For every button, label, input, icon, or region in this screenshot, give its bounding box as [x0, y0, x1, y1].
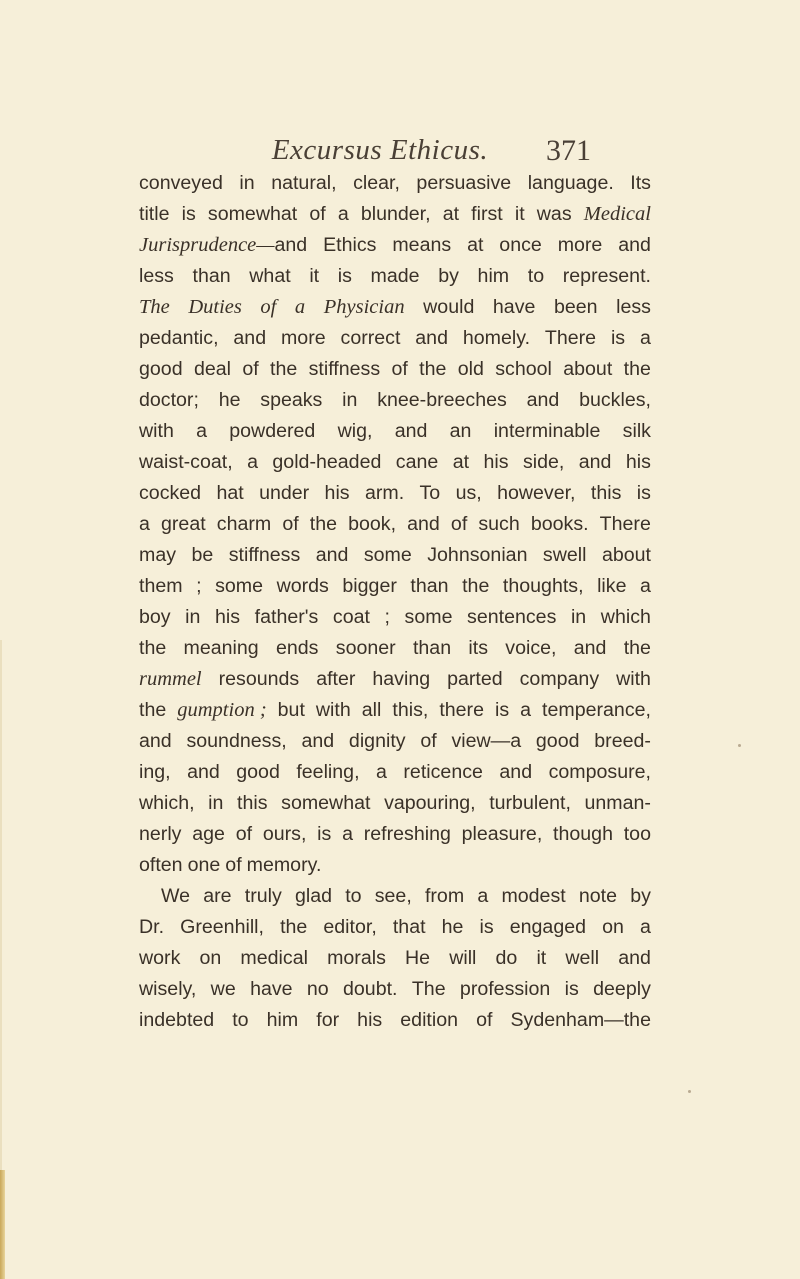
- word: truly: [244, 885, 282, 907]
- word: stiffness: [308, 358, 381, 380]
- word: but: [277, 699, 305, 721]
- word: ;: [196, 575, 202, 597]
- word: refreshing: [363, 823, 451, 845]
- word: a: [639, 327, 651, 349]
- word: than: [412, 637, 452, 659]
- word: have: [492, 296, 536, 318]
- word: more: [280, 327, 326, 349]
- word: morals: [327, 947, 386, 969]
- word: boy: [139, 606, 171, 628]
- word: ends: [275, 637, 319, 659]
- word: the: [623, 358, 651, 380]
- word: to: [345, 885, 362, 907]
- word: a: [639, 916, 651, 938]
- word: is: [479, 916, 494, 938]
- text-line: [139, 571, 651, 602]
- word: voice,: [505, 637, 557, 659]
- word: is: [494, 699, 510, 721]
- word: silk: [622, 420, 651, 442]
- word: homely.: [462, 327, 531, 349]
- word: great: [161, 513, 206, 535]
- word: a: [337, 203, 349, 225]
- word: Sydenham—the: [510, 1009, 651, 1031]
- word: his: [625, 451, 651, 473]
- text-line: [139, 819, 651, 850]
- word: work: [139, 947, 181, 969]
- word: on: [199, 947, 222, 969]
- text-line: [139, 943, 651, 974]
- word: edition: [400, 1009, 459, 1031]
- word: Dr.: [139, 916, 165, 938]
- word: He: [405, 947, 431, 969]
- word: and: [394, 420, 428, 442]
- word: his: [483, 451, 509, 473]
- text-line: [139, 726, 651, 757]
- word: good: [236, 761, 280, 783]
- word: unman-: [584, 792, 651, 814]
- word: Jurisprudence—and: [139, 234, 308, 256]
- word: it: [514, 203, 525, 225]
- word: side,: [522, 451, 565, 473]
- text-line: [139, 540, 651, 571]
- word: Its: [630, 172, 651, 194]
- word: have: [250, 978, 293, 1000]
- text-line: [139, 199, 651, 230]
- text-line: [139, 385, 651, 416]
- text-line: [139, 664, 651, 695]
- text-line: [139, 974, 651, 1005]
- word: memory.: [246, 854, 322, 876]
- word: a: [477, 885, 489, 907]
- word: good: [139, 358, 183, 380]
- word: ing,: [139, 761, 171, 783]
- word: the: [139, 637, 167, 659]
- word: interminable: [493, 420, 601, 442]
- word: a: [640, 575, 651, 597]
- word: of: [309, 203, 326, 225]
- word: and: [578, 451, 612, 473]
- word: composure,: [548, 761, 651, 783]
- word: which,: [139, 792, 195, 814]
- word: and: [301, 730, 335, 752]
- text-line: [139, 416, 651, 447]
- word: temperance,: [542, 699, 651, 721]
- word: at: [467, 234, 484, 256]
- word: the: [280, 916, 308, 938]
- word: words: [276, 575, 329, 597]
- text-line: [139, 850, 651, 881]
- word: will: [449, 947, 477, 969]
- word: this: [237, 792, 268, 814]
- word: blunder,: [360, 203, 431, 225]
- paper-speck: [738, 744, 741, 747]
- word: old: [457, 358, 484, 380]
- word: soundness,: [186, 730, 287, 752]
- word: some: [215, 575, 264, 597]
- word: a: [294, 296, 306, 318]
- word: means: [392, 234, 452, 256]
- word: in: [208, 792, 224, 814]
- word: an: [449, 420, 472, 442]
- word: and: [618, 947, 651, 969]
- word: the: [623, 637, 651, 659]
- word: language.: [527, 172, 614, 194]
- text-line: [139, 230, 651, 261]
- word: is: [564, 978, 579, 1000]
- word: a: [342, 823, 353, 845]
- word: and: [315, 544, 349, 566]
- word: than: [192, 265, 231, 287]
- word: be: [191, 544, 214, 566]
- word: him: [266, 1009, 299, 1031]
- text-line: [139, 633, 651, 664]
- word: by: [438, 265, 459, 287]
- word: feeling,: [296, 761, 360, 783]
- text-line: [139, 261, 651, 292]
- word: and: [526, 389, 560, 411]
- word: which: [600, 606, 651, 628]
- text-line: [139, 292, 651, 323]
- word: the: [309, 513, 337, 535]
- word: been: [553, 296, 598, 318]
- word: reticence: [403, 761, 483, 783]
- word: The: [411, 978, 446, 1000]
- word: ours,: [262, 823, 307, 845]
- word: with: [616, 668, 651, 690]
- body-text: [139, 168, 651, 1036]
- word: once: [499, 234, 542, 256]
- word: such: [478, 513, 520, 535]
- word: and: [407, 513, 440, 535]
- word: represent.: [562, 265, 651, 287]
- word: modest: [501, 885, 566, 907]
- word: and: [233, 327, 267, 349]
- word: having: [372, 668, 431, 690]
- word: of: [420, 730, 437, 752]
- word: There: [544, 327, 597, 349]
- word: this,: [392, 699, 429, 721]
- word: title: [139, 203, 170, 225]
- word: of: [450, 513, 468, 535]
- word: arm.: [364, 482, 405, 504]
- word: a: [376, 761, 387, 783]
- word: turbulent,: [489, 792, 571, 814]
- word: a: [139, 513, 150, 535]
- text-line: [139, 478, 651, 509]
- word: wisely,: [139, 978, 197, 1000]
- word: in: [239, 172, 255, 194]
- word: is: [337, 265, 352, 287]
- word: dignity: [348, 730, 406, 752]
- word: do: [495, 947, 518, 969]
- word: like: [597, 575, 627, 597]
- word: conveyed: [139, 172, 223, 194]
- word: Medical: [583, 203, 651, 225]
- word: company: [519, 668, 600, 690]
- word: is: [610, 327, 626, 349]
- text-line: [139, 323, 651, 354]
- text-line: [139, 447, 651, 478]
- text-line: [139, 354, 651, 385]
- word: all: [361, 699, 382, 721]
- running-title: Excursus Ethicus.: [271, 134, 489, 166]
- word: less: [616, 296, 651, 318]
- word: about: [601, 544, 651, 566]
- word: too: [623, 823, 651, 845]
- word: breed-: [594, 730, 651, 752]
- page-number: 371: [546, 134, 591, 167]
- word: wig,: [337, 420, 373, 442]
- word: there: [439, 699, 484, 721]
- word: though: [553, 823, 613, 845]
- word: more: [557, 234, 603, 256]
- word: cocked: [139, 482, 202, 504]
- word: We: [161, 885, 191, 907]
- word: that: [392, 916, 426, 938]
- word: in: [342, 389, 358, 411]
- word: his: [215, 606, 241, 628]
- word: pleasure,: [461, 823, 543, 845]
- word: age: [192, 823, 225, 845]
- page-edge-shadow: [0, 640, 2, 1180]
- word: To: [419, 482, 441, 504]
- word: us,: [455, 482, 482, 504]
- word: the: [462, 575, 490, 597]
- word: first: [471, 203, 503, 225]
- word: under: [259, 482, 310, 504]
- word: and: [573, 637, 607, 659]
- word: it: [536, 947, 547, 969]
- word: are: [203, 885, 232, 907]
- word: of: [476, 1009, 493, 1031]
- word: natural,: [271, 172, 337, 194]
- word: see,: [374, 885, 412, 907]
- word: sooner: [335, 637, 396, 659]
- word: buckles,: [579, 389, 651, 411]
- word: is: [181, 203, 196, 225]
- text-line: [139, 757, 651, 788]
- word: of: [260, 296, 277, 318]
- word: rummel: [139, 668, 202, 690]
- word: made: [370, 265, 420, 287]
- word: stiffness: [228, 544, 301, 566]
- word: some: [363, 544, 412, 566]
- word: and: [187, 761, 220, 783]
- word: medical: [240, 947, 308, 969]
- word: swell: [542, 544, 587, 566]
- word: Johnsonian: [427, 544, 528, 566]
- word: school: [495, 358, 552, 380]
- word: charm: [216, 513, 272, 535]
- text-line: [139, 881, 651, 912]
- word: often: [139, 854, 183, 876]
- word: with: [315, 699, 351, 721]
- word: pedantic,: [139, 327, 219, 349]
- word: books.: [530, 513, 589, 535]
- word: powdered: [229, 420, 316, 442]
- word: of: [391, 358, 408, 380]
- word: correct: [340, 327, 401, 349]
- word: and: [139, 730, 172, 752]
- word: them: [139, 575, 183, 597]
- word: is: [636, 482, 651, 504]
- word: persuasive: [416, 172, 512, 194]
- word: at: [452, 451, 470, 473]
- word: with: [139, 420, 174, 442]
- word: deeply: [593, 978, 651, 1000]
- word: would: [423, 296, 475, 318]
- word: his: [357, 1009, 383, 1031]
- word: profession: [459, 978, 551, 1000]
- word: doubt.: [343, 978, 398, 1000]
- text-line: [139, 912, 651, 943]
- word: from: [424, 885, 465, 907]
- word: than: [410, 575, 449, 597]
- word: at: [442, 203, 460, 225]
- word: the: [419, 358, 447, 380]
- word: the: [270, 358, 298, 380]
- word: resounds: [218, 668, 300, 690]
- page-edge-binding: [0, 1170, 5, 1279]
- word: this: [590, 482, 622, 504]
- text-line: [139, 168, 651, 199]
- word: parted: [447, 668, 503, 690]
- word: deal: [193, 358, 231, 380]
- word: his: [324, 482, 350, 504]
- word: editor,: [323, 916, 377, 938]
- word: no: [306, 978, 329, 1000]
- word: and: [618, 234, 651, 256]
- word: indebted: [139, 1009, 215, 1031]
- word: of: [235, 823, 253, 845]
- word: thoughts,: [502, 575, 584, 597]
- word: There: [599, 513, 651, 535]
- word: it: [309, 265, 320, 287]
- word: The: [139, 296, 170, 318]
- word: gold-headed: [272, 451, 382, 473]
- word: him: [477, 265, 510, 287]
- word: engaged: [509, 916, 587, 938]
- word: knee-breeches: [377, 389, 507, 411]
- word: father's: [254, 606, 319, 628]
- word: coat: [332, 606, 370, 628]
- word: in: [185, 606, 201, 628]
- word: speaks: [260, 389, 323, 411]
- word: to: [232, 1009, 249, 1031]
- word: nerly: [139, 823, 182, 845]
- word: note: [578, 885, 618, 907]
- word: he: [218, 389, 241, 411]
- word: waist-coat,: [139, 451, 233, 473]
- word: somewhat: [281, 792, 371, 814]
- word: gumption ;: [177, 699, 267, 721]
- word: he: [441, 916, 464, 938]
- word: vapouring,: [384, 792, 476, 814]
- word: well: [565, 947, 600, 969]
- word: however,: [497, 482, 576, 504]
- word: of: [225, 854, 242, 876]
- word: glad: [294, 885, 333, 907]
- word: by: [630, 885, 651, 907]
- word: hat: [216, 482, 244, 504]
- word: a: [520, 699, 532, 721]
- word: sentences: [467, 606, 557, 628]
- word: may: [139, 544, 177, 566]
- word: what: [249, 265, 291, 287]
- word: the: [139, 699, 167, 721]
- word: a: [247, 451, 258, 473]
- word: book,: [348, 513, 397, 535]
- word: Ethics: [323, 234, 377, 256]
- word: of: [242, 358, 259, 380]
- text-line: [139, 1005, 651, 1036]
- word: and: [499, 761, 533, 783]
- word: its: [468, 637, 488, 659]
- word: is: [317, 823, 332, 845]
- text-line: [139, 695, 651, 726]
- word: cane: [395, 451, 439, 473]
- word: clear,: [353, 172, 400, 194]
- word: to: [527, 265, 545, 287]
- word: we: [210, 978, 236, 1000]
- word: view—a: [451, 730, 522, 752]
- word: about: [563, 358, 613, 380]
- word: Duties: [188, 296, 242, 318]
- text-line: [139, 788, 651, 819]
- text-line: [139, 509, 651, 540]
- word: one: [187, 854, 221, 876]
- text-line: [139, 602, 651, 633]
- word: Greenhill,: [180, 916, 264, 938]
- word: and: [415, 327, 448, 349]
- word: good: [535, 730, 580, 752]
- word: doctor;: [139, 389, 199, 411]
- word: in: [570, 606, 587, 628]
- word: for: [316, 1009, 340, 1031]
- word: less: [139, 265, 174, 287]
- word: ;: [384, 606, 390, 628]
- word: some: [404, 606, 453, 628]
- word: meaning: [183, 637, 259, 659]
- word: a: [196, 420, 208, 442]
- paper-speck: [688, 1090, 691, 1093]
- word: after: [316, 668, 356, 690]
- word: on: [602, 916, 624, 938]
- word: bigger: [342, 575, 397, 597]
- word: of: [282, 513, 299, 535]
- word: Physician: [323, 296, 405, 318]
- word: was: [536, 203, 572, 225]
- word: somewhat: [207, 203, 298, 225]
